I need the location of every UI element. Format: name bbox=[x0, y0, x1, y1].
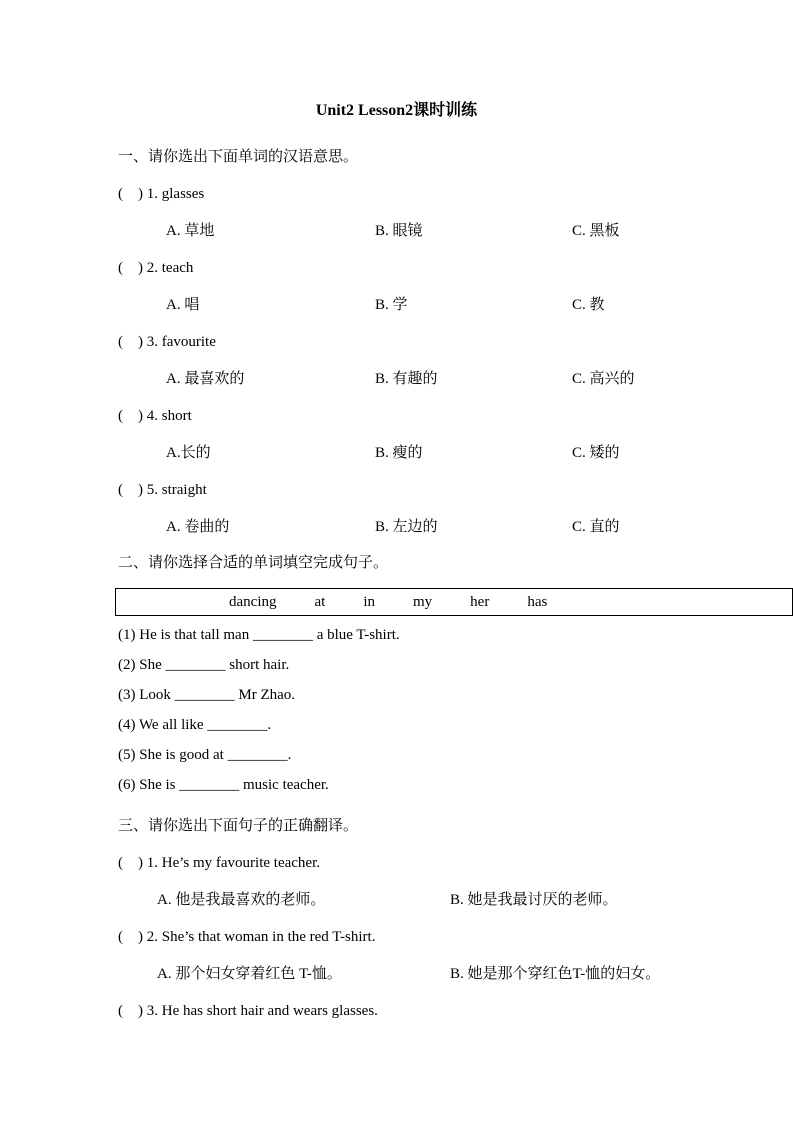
s1-q3-option-a: A. 最喜欢的 bbox=[166, 371, 245, 387]
s1-q5-stem: ( ) 5. straight bbox=[118, 482, 207, 498]
section1-heading: 一、请你选出下面单词的汉语意思。 bbox=[118, 149, 359, 165]
word-bank-item: dancing bbox=[229, 593, 277, 610]
word-bank-item: at bbox=[314, 593, 326, 610]
s1-q5-option-b: B. 左边的 bbox=[375, 519, 438, 535]
s1-q5-option-a: A. 卷曲的 bbox=[166, 519, 230, 535]
s1-q2-option-c: C. 教 bbox=[572, 297, 605, 313]
fill-in-sentence: (2) She ________ short hair. bbox=[118, 657, 290, 673]
s1-q1-option-c: C. 黑板 bbox=[572, 223, 620, 239]
s1-q1-option-b: B. 眼镜 bbox=[375, 223, 423, 239]
s3-q1-options bbox=[118, 889, 723, 911]
s1-q1-stem: ( ) 1. glasses bbox=[118, 186, 205, 202]
s1-q3-option-c: C. 高兴的 bbox=[572, 371, 635, 387]
fill-in-sentence: (3) Look ________ Mr Zhao. bbox=[118, 687, 296, 703]
fill-in-sentence: (4) We all like ________. bbox=[118, 717, 272, 733]
s3-q1-option-b: B. 她是我最讨厌的老师。 bbox=[450, 892, 618, 908]
s3-q2-options bbox=[118, 963, 723, 985]
s1-q2-stem: ( ) 2. teach bbox=[118, 260, 194, 276]
s1-q3-stem: ( ) 3. favourite bbox=[118, 334, 216, 350]
s1-q2-options bbox=[118, 294, 723, 316]
s1-q2-option-a: A. 唱 bbox=[166, 297, 200, 313]
s1-q4-option-a: A.长的 bbox=[166, 445, 211, 461]
s1-q5-options bbox=[118, 516, 723, 538]
fill-in-sentence: (6) She is ________ music teacher. bbox=[118, 777, 329, 793]
s1-q3-options bbox=[118, 368, 723, 390]
fill-in-sentence: (5) She is good at ________. bbox=[118, 747, 292, 763]
section3-heading: 三、请你选出下面句子的正确翻译。 bbox=[118, 818, 359, 834]
s1-q5-option-c: C. 直的 bbox=[572, 519, 620, 535]
s3-q2-option-a: A. 那个妇女穿着红色 T-恤。 bbox=[157, 966, 342, 982]
s1-q1-options bbox=[118, 220, 723, 242]
s1-q4-options bbox=[118, 442, 723, 464]
word-bank-box bbox=[115, 588, 793, 616]
s3-q3-stem: ( ) 3. He has short hair and wears glasses. bbox=[118, 1003, 378, 1019]
s3-q2-option-b: B. 她是那个穿红色T-恤的妇女。 bbox=[450, 966, 661, 982]
s1-q4-option-b: B. 瘦的 bbox=[375, 445, 423, 461]
word-bank-item: my bbox=[412, 593, 433, 610]
section2-heading: 二、请你选择合适的单词填空完成句子。 bbox=[118, 555, 389, 571]
s1-q4-stem: ( ) 4. short bbox=[118, 408, 192, 424]
fill-in-sentence: (1) He is that tall man ________ a blue T-shirt. bbox=[118, 627, 400, 643]
page-title: Unit2 Lesson2课时训练 bbox=[315, 102, 478, 119]
s1-q3-option-b: B. 有趣的 bbox=[375, 371, 438, 387]
s3-q1-option-a: A. 他是我最喜欢的老师。 bbox=[157, 892, 326, 908]
s1-q2-option-b: B. 学 bbox=[375, 297, 408, 313]
word-bank-item: has bbox=[527, 593, 548, 610]
word-bank-item: in bbox=[363, 593, 375, 610]
s3-q1-stem: ( ) 1. He’s my favourite teacher. bbox=[118, 855, 321, 871]
s1-q4-option-c: C. 矮的 bbox=[572, 445, 620, 461]
s3-q2-stem: ( ) 2. She’s that woman in the red T-shirt. bbox=[118, 929, 376, 945]
word-bank-item: her bbox=[470, 593, 490, 610]
worksheet-body bbox=[0, 146, 793, 1022]
s1-q1-option-a: A. 草地 bbox=[166, 223, 215, 239]
